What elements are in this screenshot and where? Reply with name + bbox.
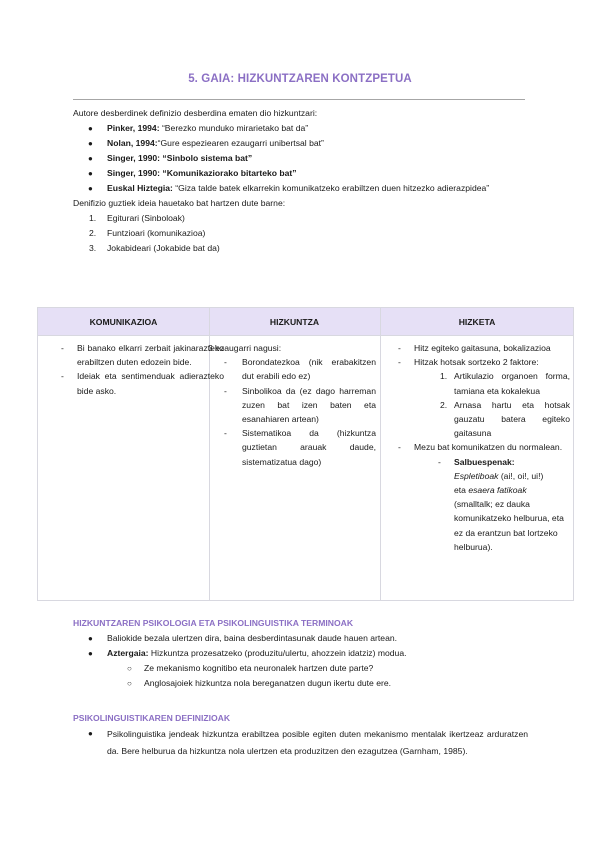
- definition-author: Pinker, 1994:: [107, 123, 160, 133]
- ideas-list: [73, 211, 533, 256]
- factors-list: [398, 369, 570, 440]
- definition-author: Nolan, 1994:: [107, 138, 158, 148]
- cell-text: Mezu bat komunikatzen du normalean.: [414, 442, 563, 453]
- list-item: [398, 341, 570, 355]
- item-number: 1.: [440, 371, 448, 382]
- item-number: 2.: [89, 228, 97, 238]
- definition-author: Singer, 1990: “Sinbolo sistema bat”: [107, 153, 253, 163]
- section-heading: HIZKUNTZAREN PSIKOLOGIA ETA PSIKOLINGUISTIKA TERMINOAK: [73, 618, 354, 628]
- idea-text: Egiturari (Sinboloak): [107, 213, 185, 223]
- komunikazioa-cell: [61, 341, 224, 398]
- list-item: [398, 355, 570, 369]
- list-item: [73, 181, 533, 196]
- dash-bullet: -: [438, 456, 441, 467]
- definition-author: Euskal Hiztegia:: [107, 183, 173, 193]
- circle-bullet-icon: ○: [127, 679, 132, 688]
- bullet-icon: ●: [88, 649, 93, 658]
- header-divider: [38, 335, 573, 336]
- list-item: [73, 726, 528, 759]
- cell-text: Hitzak hotsak sortzeko 2 faktore:: [414, 357, 539, 368]
- cell-text: Artikulazio organoen forma, tamiana eta kokalekua: [454, 371, 570, 396]
- list-item: [398, 440, 570, 454]
- list-item: [398, 455, 570, 554]
- dash-bullet: -: [398, 357, 401, 368]
- circle-bullet-icon: ○: [127, 664, 132, 673]
- cell-text: Ideiak eta sentimenduak adierazteko bide asko.: [77, 371, 224, 396]
- bullet-icon: ●: [88, 169, 93, 178]
- hizkuntza-cell: [208, 341, 376, 469]
- list-item: [73, 166, 533, 181]
- dash-bullet: -: [224, 357, 227, 368]
- intro-section: [73, 106, 533, 256]
- cell-lead: 3 ezaugarri nagusi:: [208, 343, 282, 353]
- bullet-icon: ●: [88, 124, 93, 133]
- bullet-icon: ●: [88, 184, 93, 193]
- title-divider: [73, 99, 525, 100]
- bullet-icon: ●: [88, 729, 93, 738]
- item-text: Hizkuntza prozesatzeko (produzitu/ulertu, ahozzein idatziz) modua.: [148, 648, 407, 658]
- list-item: [73, 646, 533, 661]
- list-item: [61, 369, 224, 397]
- item-text: Baliokide bezala ulertzen dira, baina desberdintasunak daude hauen artean.: [107, 633, 398, 643]
- cell-text: (smalltalk; ez dauka komunikatzeko helburua, eta ez da erantzun bat lortzeko helburua).: [454, 499, 564, 552]
- intro-lead: Autore desberdinek definizio desberdina ematen dio hizkuntzari:: [73, 108, 318, 118]
- dash-bullet: -: [398, 442, 401, 453]
- cell-text: Borondatezkoa (nik erabakitzen dut erabili edo ez): [242, 357, 376, 382]
- page-title: 5. GAIA: HIZKUNTZAREN KONTZPETUA: [188, 73, 412, 85]
- list-item: [398, 398, 570, 441]
- list-item: [73, 241, 533, 256]
- cell-text: Sinbolikoa da (ez dago harreman zuzen bat izen baten eta esanahiaren artean): [242, 385, 376, 425]
- exceptions-list: [398, 455, 570, 554]
- list-item: [73, 226, 533, 241]
- definition-section: [73, 726, 528, 759]
- bullet-icon: ●: [88, 154, 93, 163]
- definition-text: Psikolinguistika jendeak hizkuntza erabiltzea posible egiten duten mekanismo mentalak ikertzeaz arduratzen da. Bere helburua da hizkuntza nola ulertzen eta produzitzen den ezagutzea (Garnham, 1985).: [107, 729, 528, 756]
- comparison-table: [37, 307, 574, 601]
- cell-text: Bi banako elkarri zerbait jakinarazteko erabiltzen duten edozein bide.: [77, 343, 224, 368]
- definition-text: “Gure espeziearen ezaugarri unibertsal bat”: [157, 138, 324, 148]
- item-number: 3.: [89, 243, 97, 253]
- dash-bullet: -: [61, 343, 64, 353]
- list-item: [398, 369, 570, 397]
- list-item: [61, 341, 224, 369]
- item-text: Anglosajoiek hizkuntza nola bereganatzen dugun ikertu dute ere.: [144, 678, 392, 688]
- header-komunikazioa: KOMUNIKAZIOA: [89, 317, 158, 327]
- ideas-lead: Denifizio guztiek ideia hauetako bat hartzen dute barne:: [73, 198, 286, 208]
- exception-term: Espletiboak: [454, 470, 499, 481]
- psych-section: [73, 631, 533, 691]
- bullet-icon: ●: [88, 139, 93, 148]
- idea-text: Jokabideari (Jokabide bat da): [107, 243, 220, 253]
- dash-bullet: -: [61, 371, 64, 382]
- item-number: 1.: [89, 213, 97, 223]
- list-item: [224, 384, 376, 427]
- list-item: [73, 211, 533, 226]
- cell-text: Sistematikoa da (hizkuntza guztietan arauak daude, sistematizatua dago): [242, 428, 376, 467]
- item-label: Aztergaia:: [107, 648, 149, 658]
- cell-text: (ai!, oi!, ui!): [498, 470, 544, 481]
- hizketa-cell: [398, 341, 570, 554]
- list-item: [73, 151, 533, 166]
- list-item: [73, 136, 533, 151]
- list-item: [224, 426, 376, 469]
- list-item: [73, 121, 533, 136]
- dash-bullet: -: [224, 385, 227, 396]
- definition-text: “Berezko munduko mirarietako bat da”: [159, 123, 309, 133]
- definition-author: Singer, 1990: “Komunikaziorako bitarteko bat”: [107, 168, 297, 178]
- definition-text: “Giza talde batek elkarrekin komunikatzeko erabiltzen duen hitzezko adierazpidea”: [172, 183, 490, 193]
- cell-text: eta: [454, 485, 469, 496]
- section-heading: PSIKOLINGUISTIKAREN DEFINIZIOAK: [73, 713, 231, 723]
- bullet-icon: ●: [88, 634, 93, 643]
- column-divider: [380, 308, 381, 600]
- item-number: 2.: [440, 399, 448, 410]
- list-item: [73, 631, 533, 646]
- cell-text: Hitz egiteko gaitasuna, bokalizazioa: [414, 343, 551, 353]
- list-item: [73, 661, 533, 676]
- dash-bullet: -: [398, 343, 401, 353]
- dash-bullet: -: [224, 428, 227, 439]
- cell-text: Arnasa hartu eta hotsak gauzatu batera egiteko gaitasuna: [454, 399, 570, 439]
- list-item: [224, 355, 376, 383]
- exception-term: esaera fatikoak: [468, 485, 527, 496]
- item-text: Ze mekanismo kognitibo eta neuronalek hartzen dute parte?: [144, 663, 374, 673]
- definitions-list: [73, 121, 533, 196]
- header-hizkuntza: HIZKUNTZA: [269, 317, 320, 327]
- list-item: [73, 676, 533, 691]
- header-hizketa: HIZKETA: [458, 317, 496, 327]
- idea-text: Funtzioari (komunikazioa): [107, 228, 206, 238]
- exception-label: Salbuespenak:: [454, 456, 515, 467]
